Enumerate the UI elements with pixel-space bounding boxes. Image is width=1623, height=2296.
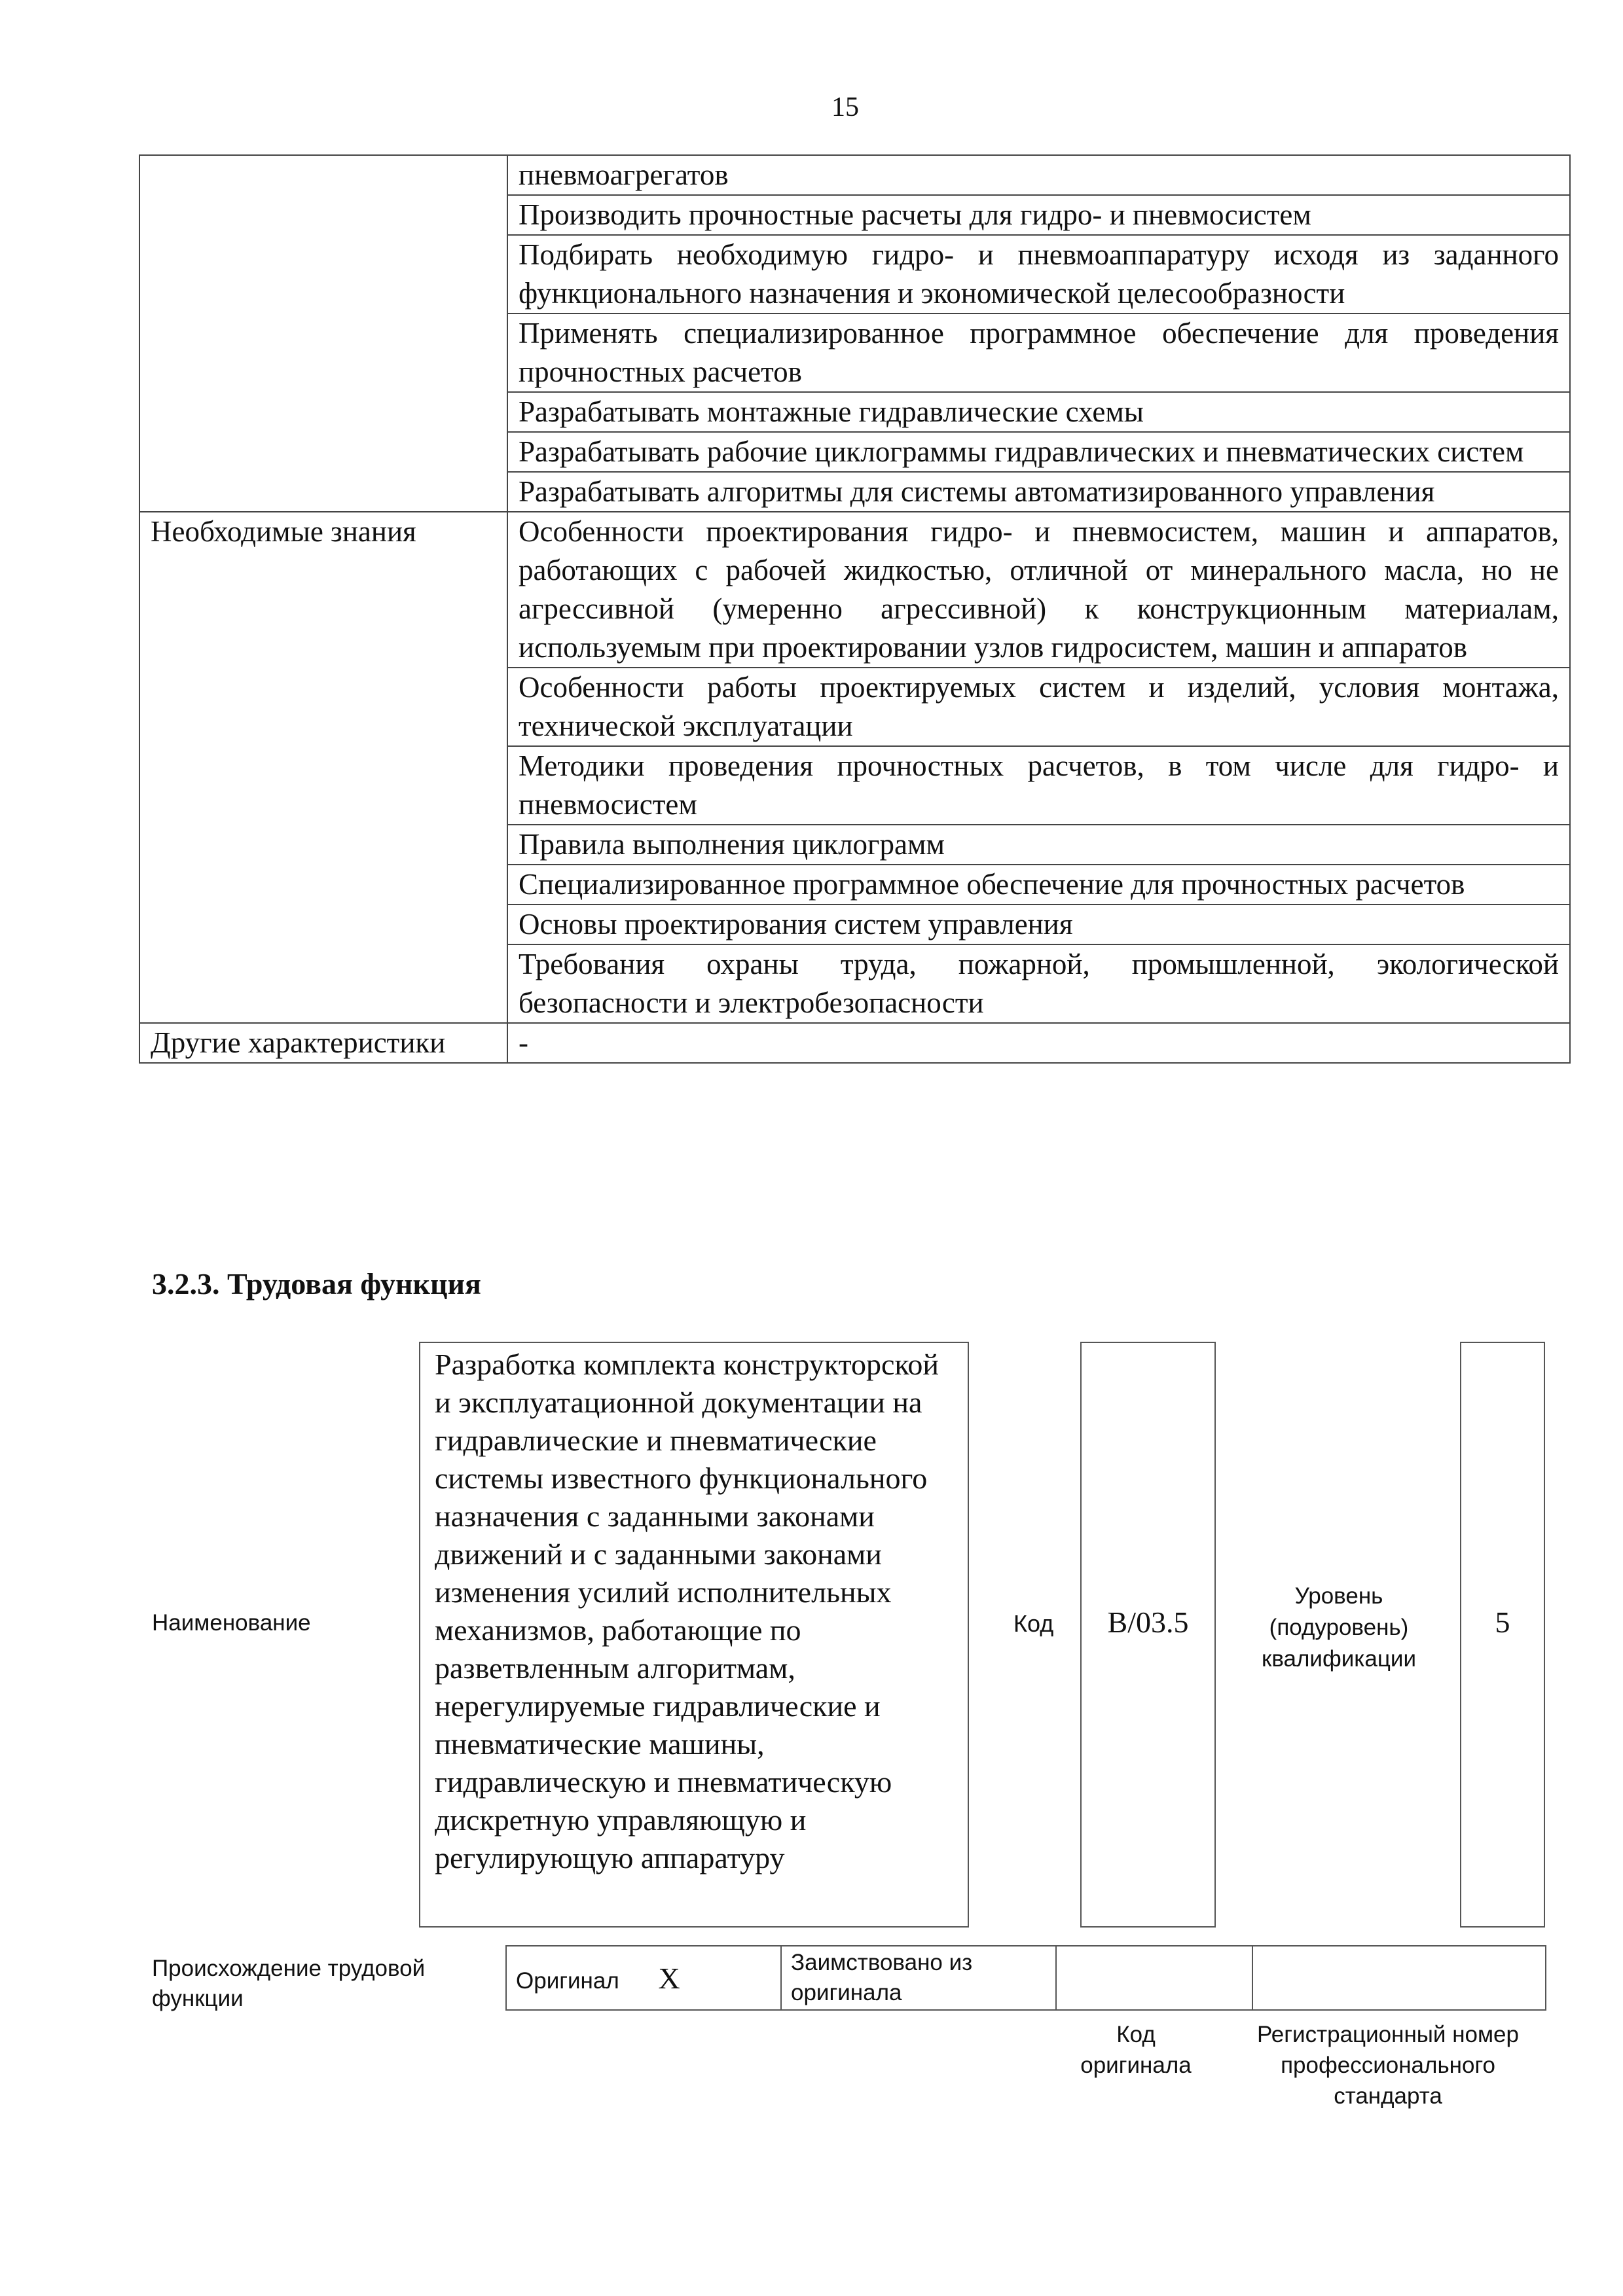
original-mark: X	[658, 1961, 680, 1995]
skill-item: Разрабатывать алгоритмы для системы автоматизированного управления	[507, 472, 1570, 512]
knowledge-label: Необходимые знания	[139, 512, 507, 1023]
code-label: Код	[1013, 1610, 1054, 1637]
knowledge-item: Особенности проектирования гидро- и пневмосистем, машин и аппаратов, работающих с рабочей жидкостью, отличной от минерального масла, но не агрессивной (умеренно агрессивной) к конструкционным материалам, используемым при проектировании узлов гидросистем, машин и аппаратов	[507, 512, 1570, 668]
borrowed-label: Заимствовано из оригинала	[781, 1946, 1056, 2010]
table-row	[139, 512, 1570, 668]
level-value: 5	[1460, 1342, 1545, 1928]
registration-number-cell	[1252, 1946, 1546, 2010]
code-caption: Код оригинала	[1080, 2022, 1192, 2078]
registration-caption: Регистрационный номер профессионального стандарта	[1257, 2022, 1519, 2109]
level-label: Уровень (подуровень) квалификации	[1262, 1583, 1416, 1672]
skill-item: Подбирать необходимую гидро- и пневмоаппаратуру исходя из заданного функционального назначения и экономической целесообразности	[507, 235, 1570, 314]
skill-item: пневмоагрегатов	[507, 155, 1570, 195]
knowledge-item: Методики проведения прочностных расчетов, в том числе для гидро- и пневмосистем	[507, 746, 1570, 825]
skill-item: Применять специализированное программное обеспечение для проведения прочностных расчетов	[507, 314, 1570, 392]
table-row	[139, 1023, 1570, 1063]
knowledge-item: Основы проектирования систем управления	[507, 905, 1570, 944]
name-value: Разработка комплекта конструкторской и эксплуатационной документации на гидравлические и пневматические системы известного функционального назначения с заданными законами движений и с заданными законами изменения усилий исполнительных механизмов, работающие по разветвленным алгоритмам, нерегулируемые гидравлические и пневматические машины, гидравлическую и пневматическую дискретную управляющую и регулирующую аппаратуру	[419, 1342, 969, 1928]
knowledge-item: Особенности работы проектируемых систем и изделий, условия монтажа, технической эксплуатации	[507, 668, 1570, 746]
original-code-cell	[1056, 1946, 1252, 2010]
table-row	[139, 155, 1570, 195]
skills-label-cell	[139, 155, 507, 512]
origin-label: Происхождение трудовой функции	[152, 1956, 426, 2011]
knowledge-item: Правила выполнения циклограмм	[507, 825, 1570, 865]
skill-item: Разрабатывать рабочие циклограммы гидравлических и пневматических систем	[507, 432, 1570, 472]
original-label: Оригинал	[516, 1967, 619, 1994]
knowledge-item: Требования охраны труда, пожарной, промышленной, экологической безопасности и электробезопасности	[507, 944, 1570, 1023]
code-value: В/03.5	[1080, 1342, 1216, 1928]
origin-table	[505, 1945, 1546, 2011]
other-value: -	[507, 1023, 1570, 1063]
other-label: Другие характеристики	[139, 1023, 507, 1063]
competency-table	[139, 154, 1571, 1064]
section-title: 3.2.3. Трудовая функция	[152, 1267, 481, 1300]
original-cell	[506, 1946, 781, 2010]
name-label: Наименование	[152, 1610, 311, 1636]
skill-item: Производить прочностные расчеты для гидро- и пневмосистем	[507, 195, 1570, 235]
knowledge-item: Специализированное программное обеспечение для прочностных расчетов	[507, 865, 1570, 905]
skill-item: Разрабатывать монтажные гидравлические схемы	[507, 392, 1570, 432]
page-number: 15	[831, 92, 859, 122]
origin-row	[506, 1946, 1546, 2010]
